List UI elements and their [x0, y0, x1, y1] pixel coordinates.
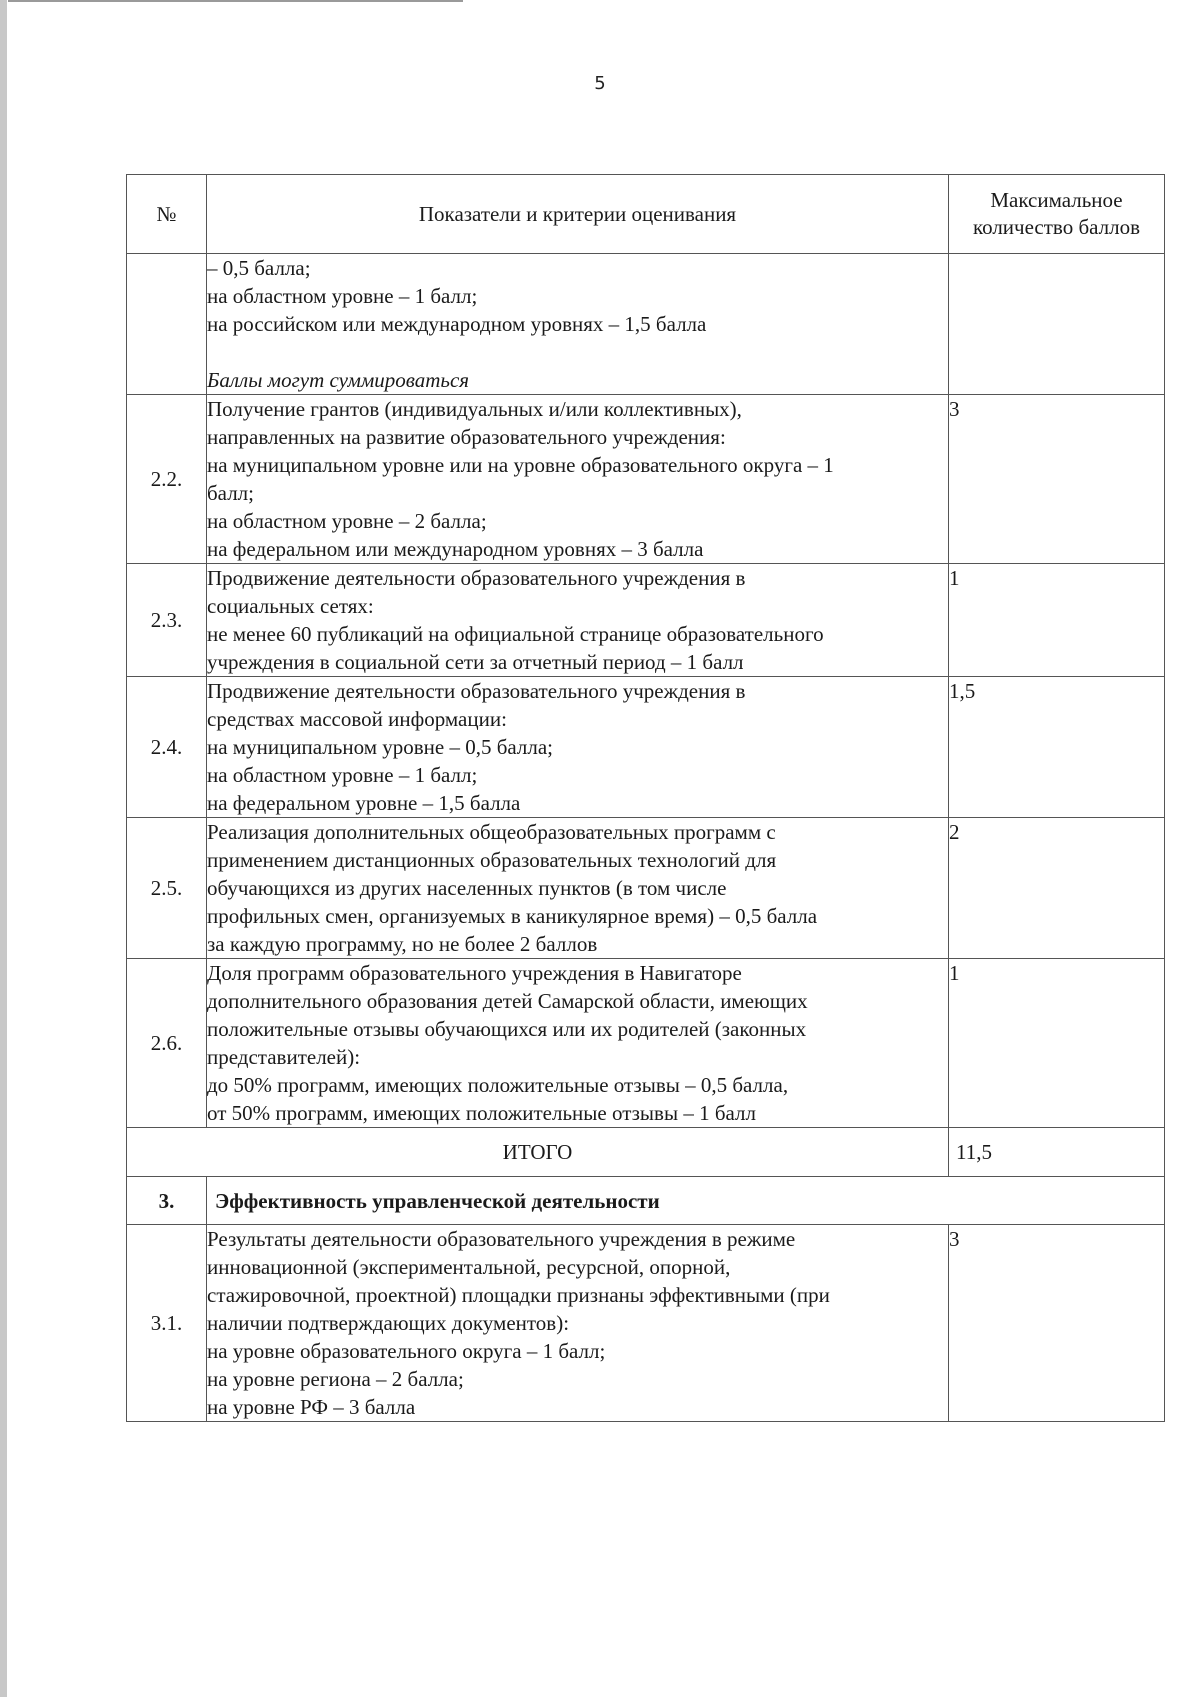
row-max-score: 1: [949, 959, 1165, 1128]
row-number: 2.4.: [127, 677, 207, 818]
criteria-line: наличии подтверждающих документов):: [207, 1311, 570, 1335]
criteria-line: инновационной (экспериментальной, ресурсной, опорной,: [207, 1255, 731, 1279]
criteria-line: – 0,5 балла;: [207, 256, 311, 280]
criteria-line: положительные отзывы обучающихся или их родителей (законных: [207, 1017, 807, 1041]
row-number: 2.6.: [127, 959, 207, 1128]
header-max-line-1: Максимальное: [990, 188, 1123, 212]
criteria-line: Продвижение деятельности образовательного учреждения в: [207, 679, 746, 703]
header-number: №: [127, 175, 207, 254]
table-header-row: [127, 175, 1165, 254]
criteria-line: Результаты деятельности образовательного учреждения в режиме: [207, 1227, 796, 1251]
criteria-line: социальных сетях:: [207, 594, 374, 618]
criteria-line: на областном уровне – 1 балл;: [207, 284, 478, 308]
header-max-score: [949, 175, 1165, 254]
criteria-line: на федеральном уровне – 1,5 балла: [207, 791, 521, 815]
criteria-line: на федеральном или международном уровнях – 3 балла: [207, 537, 704, 561]
table-row-2-4: [127, 677, 1165, 818]
criteria-line: на уровне РФ – 3 балла: [207, 1395, 416, 1419]
table-row-2-3: [127, 564, 1165, 677]
row-max-score: 1,5: [949, 677, 1165, 818]
row-max-score: 3: [949, 395, 1165, 564]
criteria-note: Баллы могут суммироваться: [207, 368, 470, 392]
criteria-line: на российском или международном уровнях – 1,5 балла: [207, 312, 707, 336]
page-number: 5: [594, 73, 606, 94]
table-row-3-1: [127, 1225, 1165, 1422]
row-max-score: 2: [949, 818, 1165, 959]
line-gap: [207, 338, 948, 366]
row-criteria: [207, 254, 949, 395]
row-number: 3.1.: [127, 1225, 207, 1422]
criteria-line: на уровне региона – 2 балла;: [207, 1367, 464, 1391]
table-row-2-5: [127, 818, 1165, 959]
criteria-line: стажировочной, проектной) площадки признаны эффективными (при: [207, 1283, 830, 1307]
criteria-line: Доля программ образовательного учреждения в Навигаторе: [207, 961, 742, 985]
criteria-line: на областном уровне – 2 балла;: [207, 509, 487, 533]
criteria-line: применением дистанционных образовательных технологий для: [207, 848, 777, 872]
header-max-line-2: количество баллов: [972, 215, 1141, 239]
row-criteria: [207, 395, 949, 564]
row-criteria: [207, 959, 949, 1128]
section-number: 3.: [127, 1177, 207, 1225]
criteria-line: профильных смен, организуемых в каникулярное время) – 0,5 балла: [207, 904, 818, 928]
total-label: ИТОГО: [127, 1128, 949, 1177]
row-max-score: [949, 254, 1165, 395]
criteria-line: до 50% программ, имеющих положительные отзывы – 0,5 балла,: [207, 1073, 789, 1097]
scan-edge: [0, 0, 7, 1697]
row-criteria: [207, 1225, 949, 1422]
criteria-line: обучающихся из других населенных пунктов (в том числе: [207, 876, 727, 900]
criteria-line: балл;: [207, 481, 254, 505]
section-title: Эффективность управленческой деятельности: [207, 1177, 1165, 1225]
row-criteria: [207, 677, 949, 818]
row-max-score: 1: [949, 564, 1165, 677]
criteria-line: на уровне образовательного округа – 1 балл;: [207, 1339, 606, 1363]
criteria-line: на областном уровне – 1 балл;: [207, 763, 478, 787]
row-criteria: [207, 564, 949, 677]
row-number: 2.5.: [127, 818, 207, 959]
criteria-line: на муниципальном уровне или на уровне образовательного округа – 1: [207, 453, 834, 477]
row-number: 2.2.: [127, 395, 207, 564]
table-row-total: [127, 1128, 1165, 1177]
table-row-2-6: [127, 959, 1165, 1128]
criteria-line: направленных на развитие образовательного учреждения:: [207, 425, 726, 449]
criteria-line: дополнительного образования детей Самарской области, имеющих: [207, 989, 808, 1013]
row-number: [127, 254, 207, 395]
criteria-line: Получение грантов (индивидуальных и/или коллективных),: [207, 397, 742, 421]
criteria-line: представителей):: [207, 1045, 361, 1069]
top-rule: [8, 0, 463, 2]
criteria-line: Продвижение деятельности образовательного учреждения в: [207, 566, 746, 590]
criteria-line: не менее 60 публикаций на официальной странице образовательного: [207, 622, 824, 646]
table-row-continuation: [127, 254, 1165, 395]
criteria-line: Реализация дополнительных общеобразовательных программ с: [207, 820, 776, 844]
criteria-table: [126, 174, 1165, 1422]
criteria-line: на муниципальном уровне – 0,5 балла;: [207, 735, 554, 759]
criteria-line: средствах массовой информации:: [207, 707, 507, 731]
total-value: 11,5: [949, 1128, 1165, 1177]
criteria-line: за каждую программу, но не более 2 баллов: [207, 932, 598, 956]
row-number: 2.3.: [127, 564, 207, 677]
header-criteria: Показатели и критерии оценивания: [207, 175, 949, 254]
criteria-line: учреждения в социальной сети за отчетный период – 1 балл: [207, 650, 744, 674]
table-row-section-3: [127, 1177, 1165, 1225]
row-max-score: 3: [949, 1225, 1165, 1422]
row-criteria: [207, 818, 949, 959]
criteria-line: от 50% программ, имеющих положительные отзывы – 1 балл: [207, 1101, 756, 1125]
table-row-2-2: [127, 395, 1165, 564]
